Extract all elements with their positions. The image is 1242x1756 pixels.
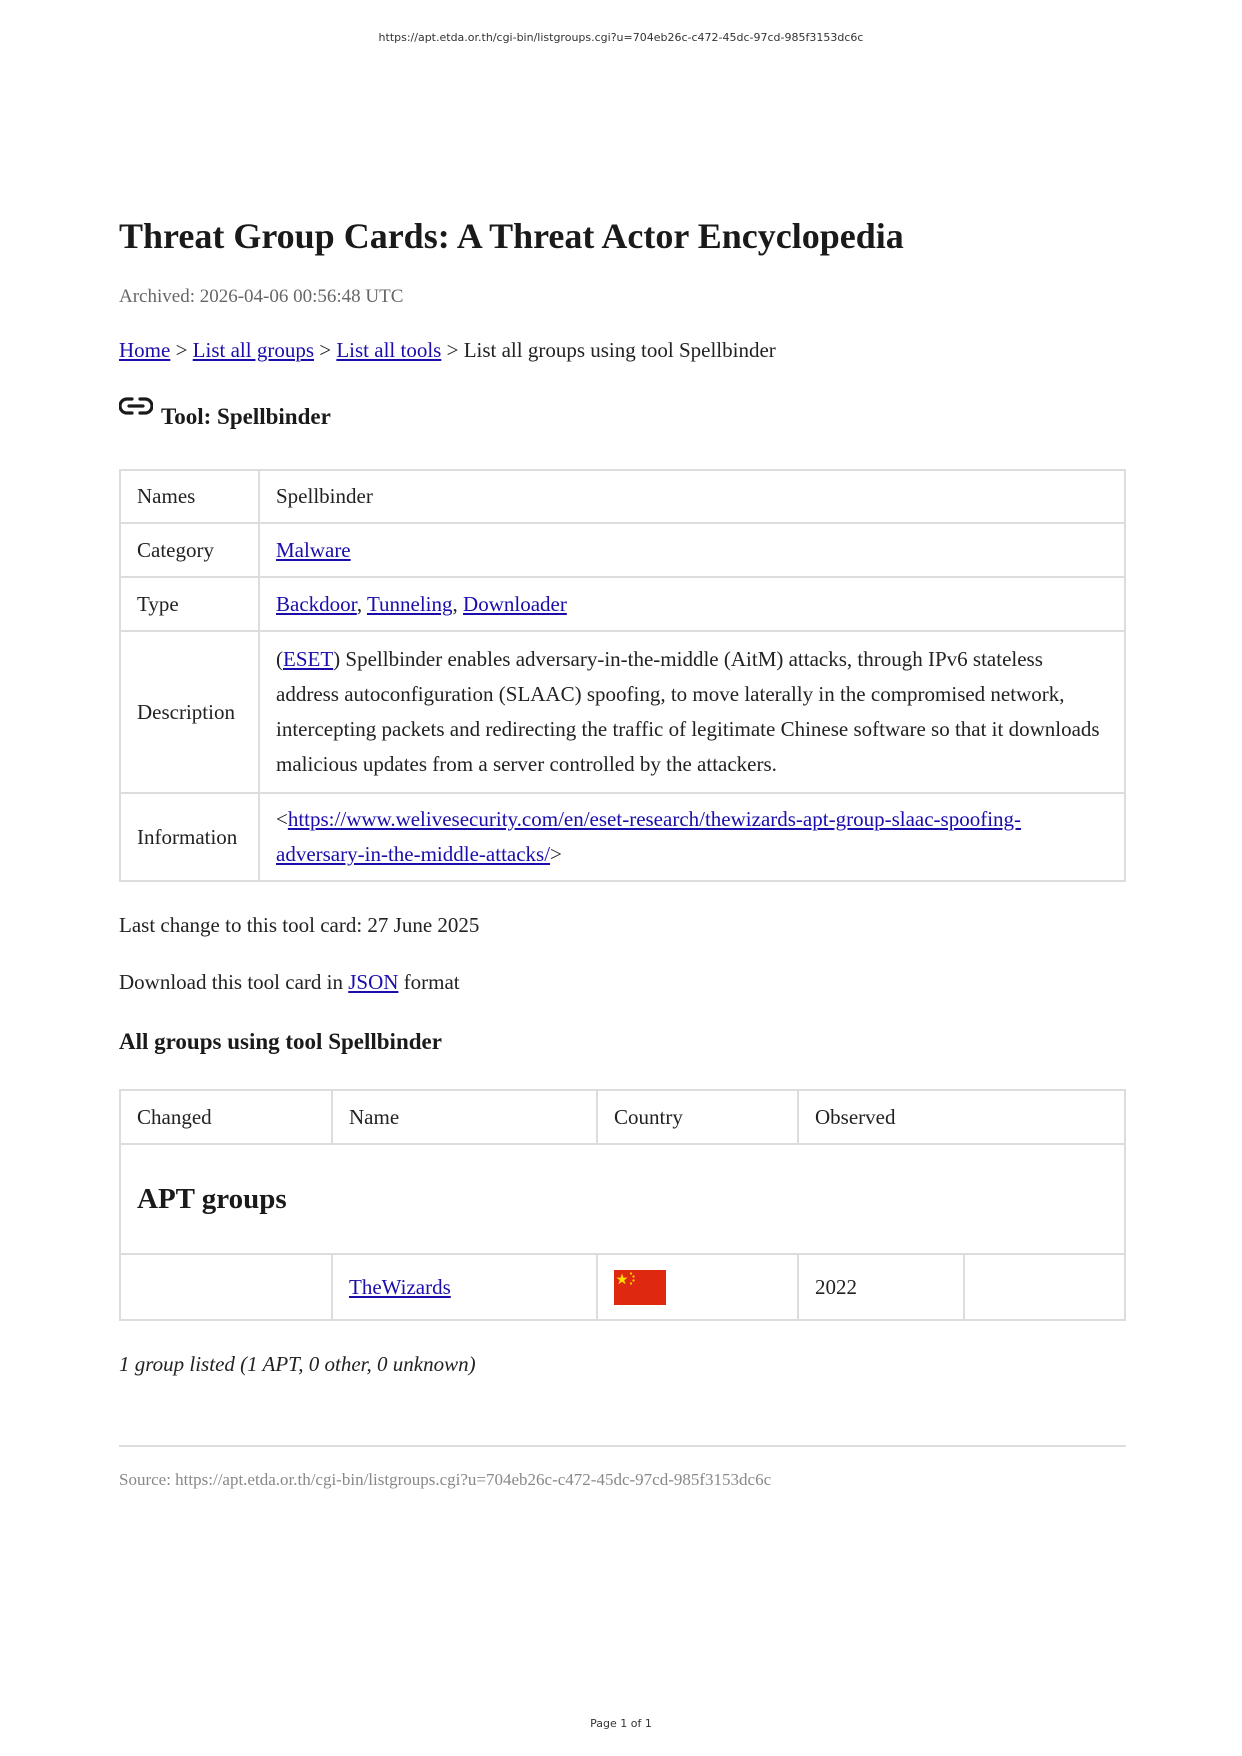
type-link-tunneling[interactable]: Tunneling: [366, 591, 453, 616]
tool-heading-text: Tool: Spellbinder: [161, 404, 331, 429]
names-value: Spellbinder: [259, 470, 1125, 523]
json-download-link[interactable]: JSON: [348, 970, 399, 994]
tool-info-table: [119, 469, 1126, 882]
column-header-name: Name: [332, 1090, 597, 1144]
page-title: Threat Group Cards: A Threat Actor Encyclopedia: [119, 216, 904, 256]
breadcrumb-separator: >: [446, 338, 459, 362]
eset-source-link[interactable]: ESET: [283, 647, 334, 671]
type-value: [259, 577, 1125, 631]
table-row: [120, 793, 1125, 881]
section-cell: [120, 1144, 1125, 1254]
empty-cell: [964, 1254, 1125, 1320]
observed-cell: 2022: [798, 1254, 964, 1320]
tool-heading: [119, 404, 331, 430]
country-cell: [597, 1254, 798, 1320]
table-row: [120, 1254, 1125, 1320]
column-header-country: Country: [597, 1090, 798, 1144]
download-prefix: Download this tool card in: [119, 970, 343, 994]
groups-summary: 1 group listed (1 APT, 0 other, 0 unknown): [119, 1352, 476, 1376]
information-label: Information: [120, 793, 259, 881]
information-value: <https://www.welivesecurity.com/en/eset-research/thewizards-apt-group-slaac-spoofing-adversary-in-the-middle-attacks/>: [259, 793, 1125, 881]
names-label: Names: [120, 470, 259, 523]
description-value: (ESET) Spellbinder enables adversary-in-the-middle (AitM) attacks, through IPv6 stateless address autoconfiguration (SLAAC) spoofing, to move laterally in the compromised network, intercepting packets and redirecting the traffic of legitimate Chinese software so that it downloads malicious updates from a server controlled by the attackers.: [259, 631, 1125, 793]
link-icon: [119, 404, 161, 430]
divider: [119, 1445, 1126, 1447]
groups-heading: All groups using tool Spellbinder: [119, 1029, 442, 1054]
description-label: Description: [120, 631, 259, 793]
source-url: Source: https://apt.etda.or.th/cgi-bin/listgroups.cgi?u=704eb26c-c472-45dc-97cd-985f3153dc6c: [119, 1470, 772, 1489]
breadcrumb-current: List all groups using tool Spellbinder: [463, 338, 776, 362]
archived-timestamp: Archived: 2026-04-06 00:56:48 UTC: [119, 286, 404, 307]
table-header-row: [120, 1090, 1125, 1144]
category-link[interactable]: Malware: [276, 537, 351, 562]
breadcrumb-tools-link[interactable]: List all tools: [336, 338, 442, 362]
section-row: [120, 1144, 1125, 1254]
name-cell: [332, 1254, 597, 1320]
type-link-backdoor[interactable]: Backdoor: [276, 591, 357, 616]
china-flag-icon: [614, 1270, 666, 1305]
download-suffix: format: [403, 970, 460, 994]
table-row: [120, 577, 1125, 631]
column-header-changed: Changed: [120, 1090, 332, 1144]
changed-cell: [120, 1254, 332, 1320]
breadcrumb-separator: >: [175, 338, 188, 362]
table-row: [120, 523, 1125, 577]
type-separator: ,: [356, 591, 363, 616]
groups-table: [119, 1089, 1126, 1321]
download-line: [119, 970, 460, 995]
print-header-url: https://apt.etda.or.th/cgi-bin/listgroups.cgi?u=704eb26c-c472-45dc-97cd-985f3153dc6c: [378, 31, 864, 44]
breadcrumb-separator: >: [319, 338, 332, 362]
column-header-observed: Observed: [798, 1090, 1125, 1144]
breadcrumb-home-link[interactable]: Home: [119, 338, 171, 362]
page-number: Page 1 of 1: [590, 1717, 652, 1730]
table-row: [120, 470, 1125, 523]
breadcrumb-groups-link[interactable]: List all groups: [192, 338, 314, 362]
table-row: [120, 631, 1125, 793]
section-title: APT groups: [137, 1182, 287, 1215]
type-label: Type: [120, 577, 259, 631]
last-change-text: Last change to this tool card: 27 June 2025: [119, 913, 480, 937]
breadcrumb: [119, 338, 776, 363]
group-link-thewizards[interactable]: TheWizards: [349, 1274, 451, 1299]
description-text: Spellbinder enables adversary-in-the-middle (AitM) attacks, through IPv6 stateless address autoconfiguration (SLAAC) spoofing, to move laterally in the compromised network, intercepting packets and redirecting the traffic of legitimate Chinese software so that it downloads malicious updates from a server controlled by the attackers.: [276, 647, 1100, 776]
category-label: Category: [120, 523, 259, 577]
category-value: [259, 523, 1125, 577]
type-separator: ,: [452, 591, 458, 616]
type-link-downloader[interactable]: Downloader: [463, 591, 567, 616]
information-link[interactable]: https://www.welivesecurity.com/en/eset-research/thewizards-apt-group-slaac-spoofing-adversary-in-the-middle-attacks/: [276, 807, 1022, 866]
